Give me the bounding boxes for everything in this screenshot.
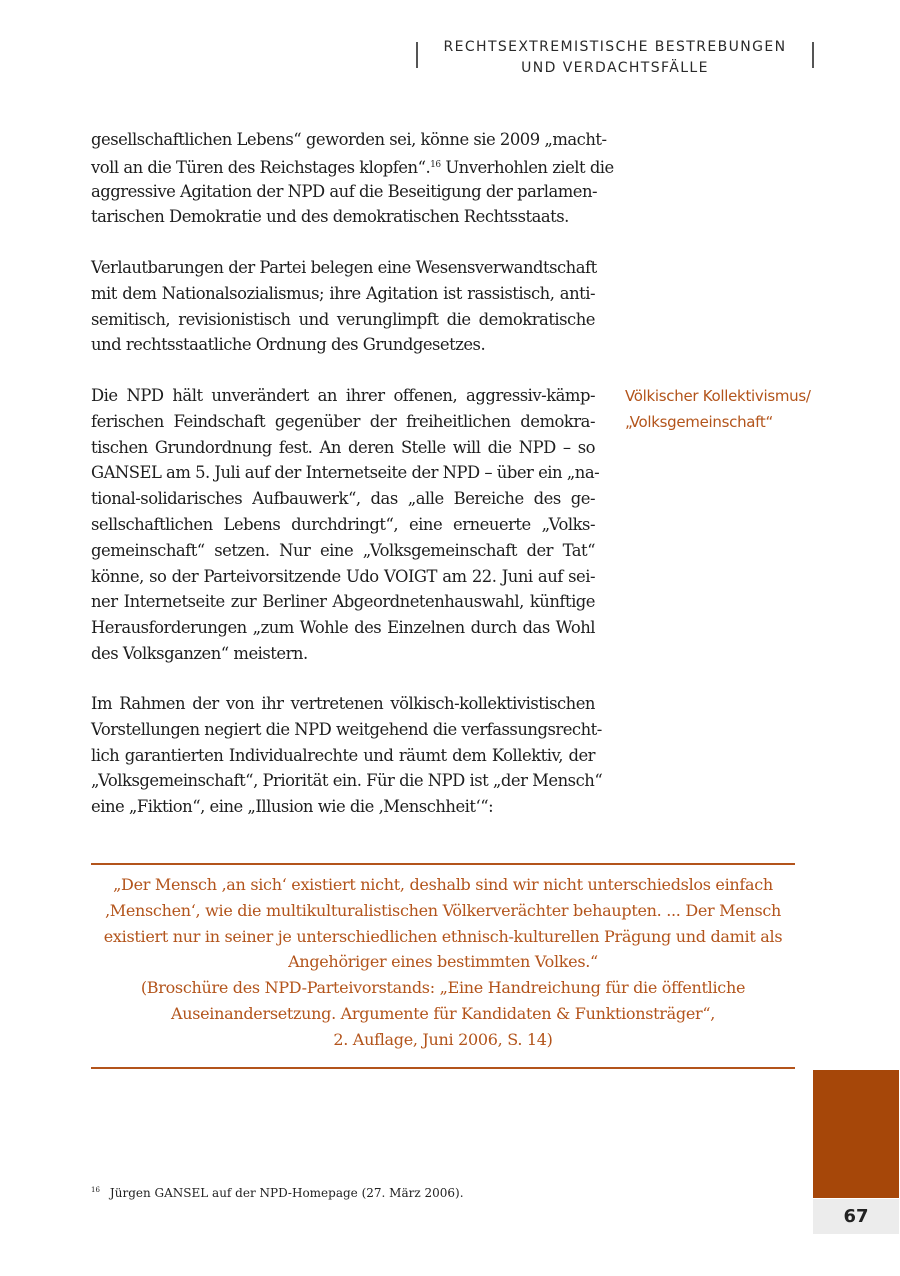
text-segment: voll an die Türen des Reichstages klopfen“. — [91, 157, 431, 177]
text-line: sellschaftlichen Lebens durchdringt“, eine erneuerte „Volks- — [91, 514, 595, 534]
paragraph-4 — [91, 691, 603, 820]
text-line: gemeinschaft“ setzen. Nur eine „Volksgemeinschaft der Tat“ — [91, 540, 595, 560]
text-line: könne, so der Parteivorsitzende Udo VOIGT am 22. Juni auf sei- — [91, 566, 595, 586]
header-divider-right — [812, 42, 814, 68]
page-number: 67 — [813, 1199, 899, 1234]
margin-note — [625, 384, 835, 435]
text-line: und rechtsstaatliche Ordnung des Grundgesetzes. — [91, 335, 486, 355]
text-line: tarischen Demokratie und des demokratischen Rechtsstaats. — [91, 207, 569, 227]
footnote-number: 16 — [91, 1186, 100, 1194]
text-line: lich garantierten Individualrechte und räumt dem Kollektiv, der — [91, 745, 595, 765]
header-divider-left — [416, 42, 418, 68]
text-line: gesellschaftlichen Lebens“ geworden sei, könne sie 2009 „macht- — [91, 130, 607, 149]
text-line: Im Rahmen der von ihr vertretenen völkisch-kollektivistischen — [91, 694, 595, 713]
text-line: Die NPD hält unverändert an ihrer offenen, aggressiv-kämp- — [91, 386, 595, 405]
text-line — [91, 153, 614, 179]
text-line: mit dem Nationalsozialismus; ihre Agitation ist rassistisch, anti- — [91, 283, 595, 303]
text-line: des Volksganzen“ meistern. — [91, 643, 308, 663]
text-segment: Unverhohlen zielt die — [445, 157, 614, 177]
text-line: GANSEL am 5. Juli auf der Internetseite der NPD – über ein „na- — [91, 463, 600, 483]
quote-line: existiert nur in seiner je unterschiedlichen ethnisch-kulturellen Prägung und damit als — [103, 926, 783, 946]
paragraph-1 — [91, 127, 614, 230]
text-line: tional-solidarisches Aufbauwerk“, das „alle Bereiche des ge- — [91, 489, 595, 509]
quote-source-line: (Broschüre des NPD-Parteivorstands: „Eine Handreichung für die öffentliche — [140, 978, 746, 998]
text-line: Vorstellungen negiert die NPD weitgehend die verfassungsrecht- — [91, 719, 602, 739]
paragraph-3 — [91, 383, 600, 667]
paragraph-2 — [91, 255, 595, 358]
text-line: aggressive Agitation der NPD auf die Beseitigung der parlamen- — [91, 181, 598, 201]
quote-source-line: 2. Auflage, Juni 2006, S. 14) — [333, 1029, 553, 1049]
text-line: „Volksgemeinschaft“, Priorität ein. Für die NPD ist „der Mensch“ — [91, 771, 603, 791]
text-line: semitisch, revisionistisch und verunglimpft die demokratische — [91, 309, 595, 329]
text-line: eine „Fiktion“, eine „Illusion wie die ‚Menschheit‘“: — [91, 797, 494, 817]
quote-line: „Der Mensch ‚an sich‘ existiert nicht, deshalb sind wir nicht unterschiedslos einfach — [113, 875, 773, 894]
footnote-reference[interactable]: 16 — [430, 159, 441, 170]
header-line-2: UND VERDACHTSFÄLLE — [521, 60, 709, 76]
margin-note-line-2: „Volksgemeinschaft“ — [625, 412, 773, 431]
quote-source-line: Auseinandersetzung. Argumente für Kandidaten & Funktionsträger“, — [170, 1003, 716, 1023]
text-line: ferischen Feindschaft gegenüber der freiheitlichen demokra- — [91, 411, 595, 431]
quote-line: Angehöriger eines bestimmten Volkes.“ — [288, 952, 598, 972]
chapter-tab — [813, 1070, 899, 1198]
margin-note-line-1: Völkischer Kollektivismus/ — [625, 387, 811, 405]
quote-line: ‚Menschen‘, wie die multikulturalistischen Völkerverächter behaupten. ... Der Mensch — [104, 900, 782, 920]
quote-rule-bottom — [91, 1067, 795, 1069]
footnote-text: Jürgen GANSEL auf der NPD-Homepage (27. März 2006). — [109, 1186, 464, 1200]
block-quote — [91, 872, 795, 1053]
text-line: ner Internetseite zur Berliner Abgeordnetenhauswahl, künftige — [91, 592, 595, 612]
footnote — [91, 1186, 464, 1200]
text-line: tischen Grundordnung fest. An deren Stelle will die NPD – so — [91, 437, 595, 457]
text-line: Verlautbarungen der Partei belegen eine Wesensverwandtschaft — [91, 258, 597, 277]
running-header — [420, 37, 810, 79]
header-line-1: RECHTSEXTREMISTISCHE BESTREBUNGEN — [443, 39, 787, 55]
text-line: Herausforderungen „zum Wohle des Einzelnen durch das Wohl — [91, 618, 595, 638]
quote-rule-top — [91, 863, 795, 865]
